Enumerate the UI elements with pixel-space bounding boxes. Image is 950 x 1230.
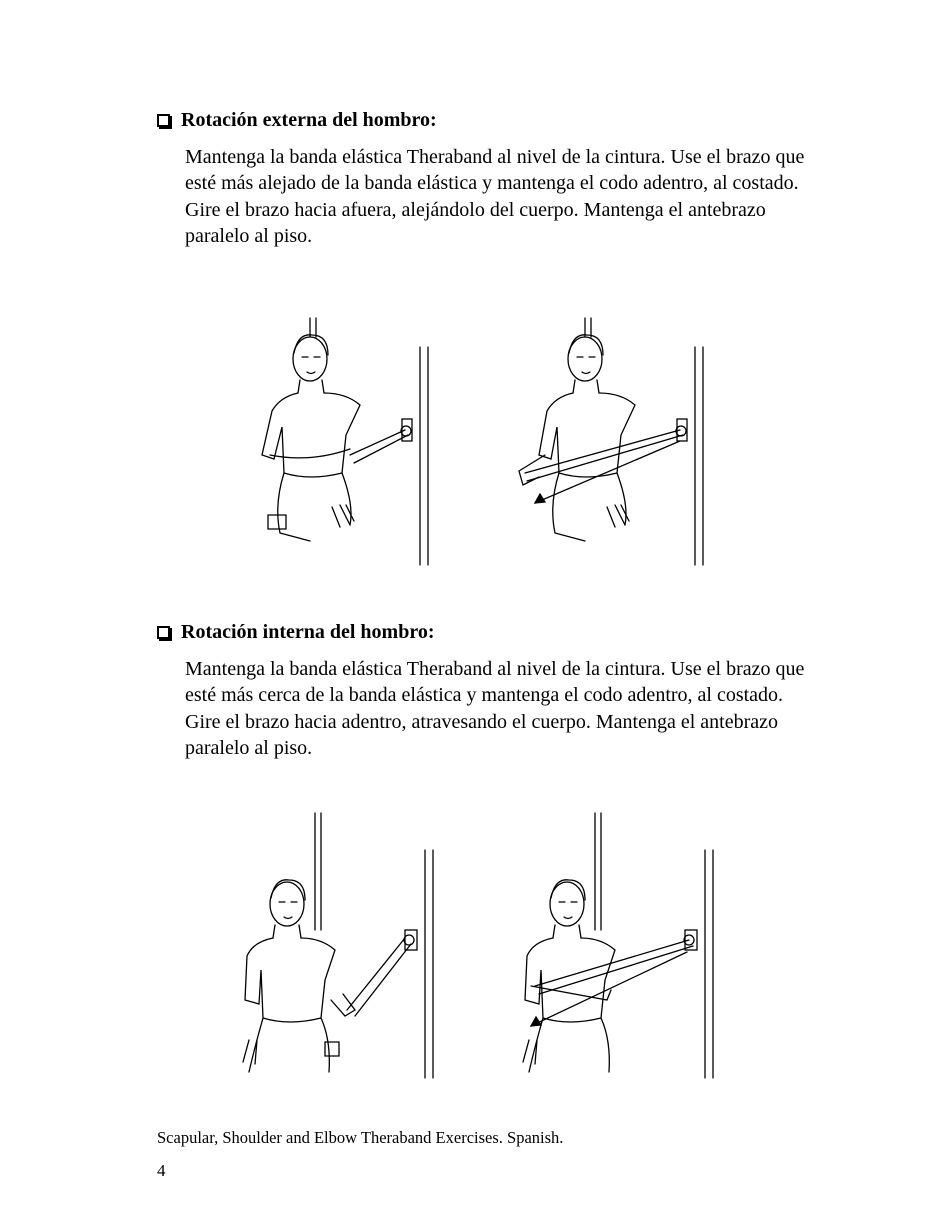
external-rotation-instructions: Mantenga la banda elástica Theraband al nivel de la cintura. Use el brazo que esté más alejado de la banda elástica y mantenga el codo adentro, al costado. Gire el brazo hacia afuera, alejándolo del cuerpo. Mantenga el antebrazo paralelo al piso.	[185, 146, 805, 247]
section-heading-external-rotation	[157, 108, 437, 132]
page-number: 4	[157, 1161, 166, 1180]
internal-rotation-instructions: Mantenga la banda elástica Theraband al nivel de la cintura. Use el brazo que esté más cerca de la banda elástica y mantenga el codo adentro, al costado. Gire el brazo hacia adentro, atravesando el cuerpo. Mantenga el antebrazo paralelo al piso.	[185, 658, 805, 759]
person-start-icon	[262, 318, 428, 565]
section-heading-internal-rotation	[157, 620, 435, 644]
person-start-icon	[243, 813, 433, 1078]
internal-rotation-illustration	[235, 810, 735, 1085]
heading-text: Rotación interna del hombro:	[181, 621, 435, 643]
footer-title: Scapular, Shoulder and Elbow Theraband Exercises. Spanish.	[157, 1128, 564, 1147]
external-rotation-illustration	[250, 315, 720, 570]
person-end-icon	[519, 318, 703, 565]
checkbox-icon[interactable]	[157, 114, 170, 127]
internal-rotation-figure	[235, 810, 735, 1085]
external-rotation-figure	[250, 315, 720, 570]
heading-text: Rotación externa del hombro:	[181, 109, 437, 131]
person-end-icon	[523, 813, 713, 1078]
checkbox-icon[interactable]	[157, 626, 170, 639]
